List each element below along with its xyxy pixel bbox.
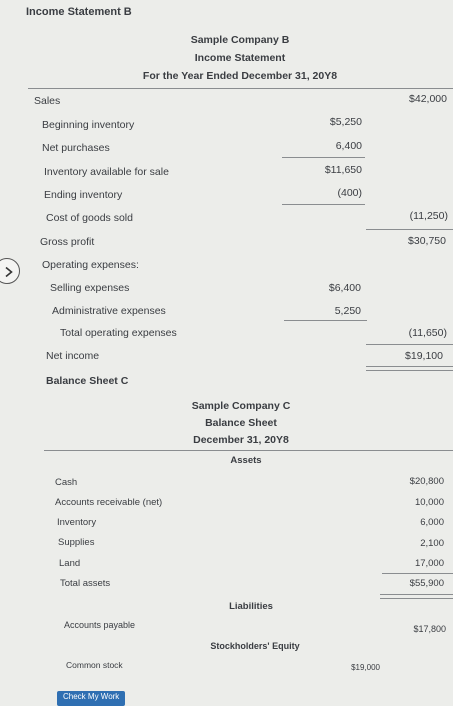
beginning-inventory-amount: $5,250 <box>329 116 362 128</box>
supplies-amount: 2,100 <box>420 538 444 549</box>
total-operating-underline <box>366 344 453 345</box>
statement-title-c: Balance Sheet <box>205 417 277 429</box>
ending-inventory-label: Ending inventory <box>44 189 123 201</box>
selling-expenses-amount: $6,400 <box>328 282 361 294</box>
cogs-label: Cost of goods sold <box>46 212 133 224</box>
available-for-sale-label: Inventory available for sale <box>44 166 169 178</box>
accounts-payable-amount: $17,800 <box>413 624 446 634</box>
inventory-label: Inventory <box>57 517 97 528</box>
total-operating-expenses-total: (11,650) <box>408 327 447 339</box>
total-assets-label: Total assets <box>60 578 111 589</box>
total-assets-amount: $55,900 <box>409 578 444 589</box>
land-amount: 17,000 <box>414 558 444 569</box>
accounts-payable-label: Accounts payable <box>64 620 136 630</box>
chevron-right-icon <box>3 265 15 277</box>
company-name-c: Sample Company C <box>191 400 291 412</box>
cogs-underline <box>366 229 453 230</box>
total-assets-double-underline <box>380 594 453 599</box>
common-stock-label: Common stock <box>66 660 123 670</box>
assets-heading: Assets <box>230 455 262 466</box>
land-underline <box>382 573 453 574</box>
total-operating-expenses-label: Total operating expenses <box>60 327 177 339</box>
statement-title-b: Income Statement <box>194 52 286 64</box>
income-statement-b-heading: Income Statement B <box>26 6 132 18</box>
sales-total: $42,000 <box>409 93 447 105</box>
net-income-total: $19,100 <box>405 350 443 362</box>
gross-profit-total: $30,750 <box>408 235 446 247</box>
net-income-label: Net income <box>46 350 100 362</box>
gross-profit-label: Gross profit <box>40 236 95 248</box>
expand-chevron-button[interactable] <box>0 258 20 284</box>
ending-inventory-amount: (400) <box>337 187 362 199</box>
inventory-amount: 6,000 <box>420 517 444 528</box>
accounts-receivable-amount: 10,000 <box>414 497 444 508</box>
company-name-b: Sample Company B <box>190 34 290 46</box>
cash-label: Cash <box>55 477 78 488</box>
common-stock-amount: $19,000 <box>351 663 380 672</box>
statement-period-b: For the Year Ended December 31, 20Y8 <box>142 70 338 82</box>
administrative-expenses-amount: 5,250 <box>334 305 361 317</box>
balance-header-divider <box>44 450 453 451</box>
net-income-double-underline <box>366 366 453 371</box>
operating-expenses-label: Operating expenses: <box>42 259 139 271</box>
cash-amount: $20,800 <box>409 476 444 487</box>
cogs-total: (11,250) <box>409 210 448 222</box>
subtotal-underline <box>282 157 365 158</box>
balance-sheet-c-heading: Balance Sheet C <box>46 375 129 387</box>
sales-label: Sales <box>34 95 61 107</box>
header-divider <box>28 88 453 89</box>
statement-date-c: December 31, 20Y8 <box>193 434 289 446</box>
liabilities-heading: Liabilities <box>229 601 273 612</box>
operating-underline <box>284 320 367 321</box>
beginning-inventory-label: Beginning inventory <box>42 119 135 131</box>
accounts-receivable-label: Accounts receivable (net) <box>55 497 163 508</box>
check-my-work-button[interactable]: Check My Work <box>57 691 125 706</box>
selling-expenses-label: Selling expenses <box>50 282 130 294</box>
supplies-label: Supplies <box>58 537 95 548</box>
administrative-expenses-label: Administrative expenses <box>52 305 166 317</box>
stockholders-equity-heading: Stockholders' Equity <box>210 641 300 651</box>
ending-inventory-underline <box>282 204 365 205</box>
available-for-sale-amount: $11,650 <box>324 164 362 176</box>
net-purchases-amount: 6,400 <box>335 140 362 152</box>
land-label: Land <box>59 558 81 569</box>
net-purchases-label: Net purchases <box>42 142 110 154</box>
